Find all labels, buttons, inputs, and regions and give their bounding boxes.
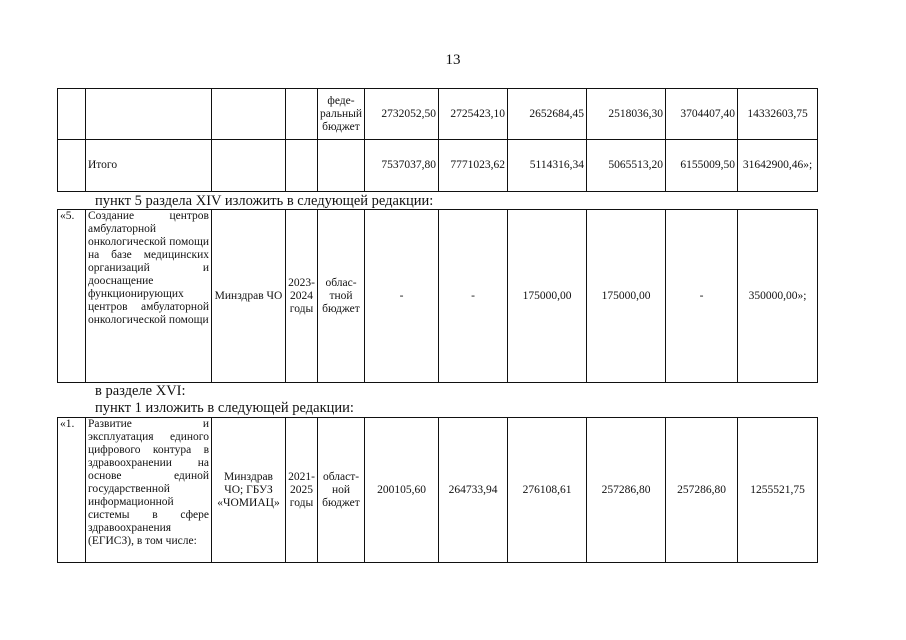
- table-row: [58, 140, 818, 192]
- table-row: [58, 418, 818, 563]
- cell-num: [58, 140, 86, 192]
- cell-value-2024: 5065513,20: [587, 140, 666, 192]
- cell-num: «5.: [58, 210, 86, 383]
- paragraph-item5: пункт 5 раздела XIV изложить в следующей редакции:: [95, 193, 434, 209]
- table-row: [58, 89, 818, 140]
- cell-name: [86, 89, 212, 140]
- cell-responsible: [212, 140, 286, 192]
- page-number: 13: [445, 52, 461, 68]
- cell-responsible: Минздрав ЧО; ГБУЗ «ЧОМИАЦ»: [212, 418, 286, 563]
- cell-name: Развитие и эксплуатация единого цифрового контура в здравоохранении на основе единой государственной информационной системы в сфере здравоохранения (ЕГИСЗ), в том числе:: [86, 418, 212, 563]
- table-item5: [57, 209, 818, 383]
- cell-value-2022: 2725423,10: [439, 89, 508, 140]
- cell-source: област-ной бюджет: [318, 418, 365, 563]
- cell-value-2024: 257286,80: [587, 418, 666, 563]
- cell-value-2021: 7537037,80: [365, 140, 439, 192]
- cell-name: Создание центров амбулаторной онкологической помощи на базе медицинских организаций и дооснащение функционирующих центров амбулаторной онкологической помощи: [86, 210, 212, 383]
- cell-value-2023: 5114316,34: [508, 140, 587, 192]
- table-row: [58, 210, 818, 383]
- cell-value-2024: 2518036,30: [587, 89, 666, 140]
- cell-years: 2023-2024 годы: [286, 210, 318, 383]
- cell-value-2021: 200105,60: [365, 418, 439, 563]
- cell-years: [286, 89, 318, 140]
- paragraph-section16: в разделе XVI:: [95, 383, 186, 399]
- cell-years: 2021-2025 годы: [286, 418, 318, 563]
- cell-num: «1.: [58, 418, 86, 563]
- cell-value-total: 14332603,75: [738, 89, 818, 140]
- cell-value-2025: 3704407,40: [666, 89, 738, 140]
- cell-source: облас-тной бюджет: [318, 210, 365, 383]
- table-federal-total: [57, 88, 818, 192]
- cell-value-2025: -: [666, 210, 738, 383]
- cell-value-total: 1255521,75: [738, 418, 818, 563]
- cell-value-2021: 2732052,50: [365, 89, 439, 140]
- cell-value-2023: 175000,00: [508, 210, 587, 383]
- cell-value-2022: 264733,94: [439, 418, 508, 563]
- cell-responsible: [212, 89, 286, 140]
- cell-years: [286, 140, 318, 192]
- cell-value-2023: 2652684,45: [508, 89, 587, 140]
- cell-source: феде-ральный бюджет: [318, 89, 365, 140]
- cell-value-total: 31642900,46»;: [738, 140, 818, 192]
- table-item1: [57, 417, 818, 563]
- cell-responsible: Минздрав ЧО: [212, 210, 286, 383]
- paragraph-item1: пункт 1 изложить в следующей редакции:: [95, 400, 354, 416]
- cell-source: [318, 140, 365, 192]
- cell-name: Итого: [86, 140, 212, 192]
- cell-value-2022: -: [439, 210, 508, 383]
- cell-value-total: 350000,00»;: [738, 210, 818, 383]
- cell-value-2022: 7771023,62: [439, 140, 508, 192]
- cell-num: [58, 89, 86, 140]
- cell-value-2025: 257286,80: [666, 418, 738, 563]
- cell-value-2024: 175000,00: [587, 210, 666, 383]
- cell-value-2025: 6155009,50: [666, 140, 738, 192]
- cell-value-2023: 276108,61: [508, 418, 587, 563]
- cell-value-2021: -: [365, 210, 439, 383]
